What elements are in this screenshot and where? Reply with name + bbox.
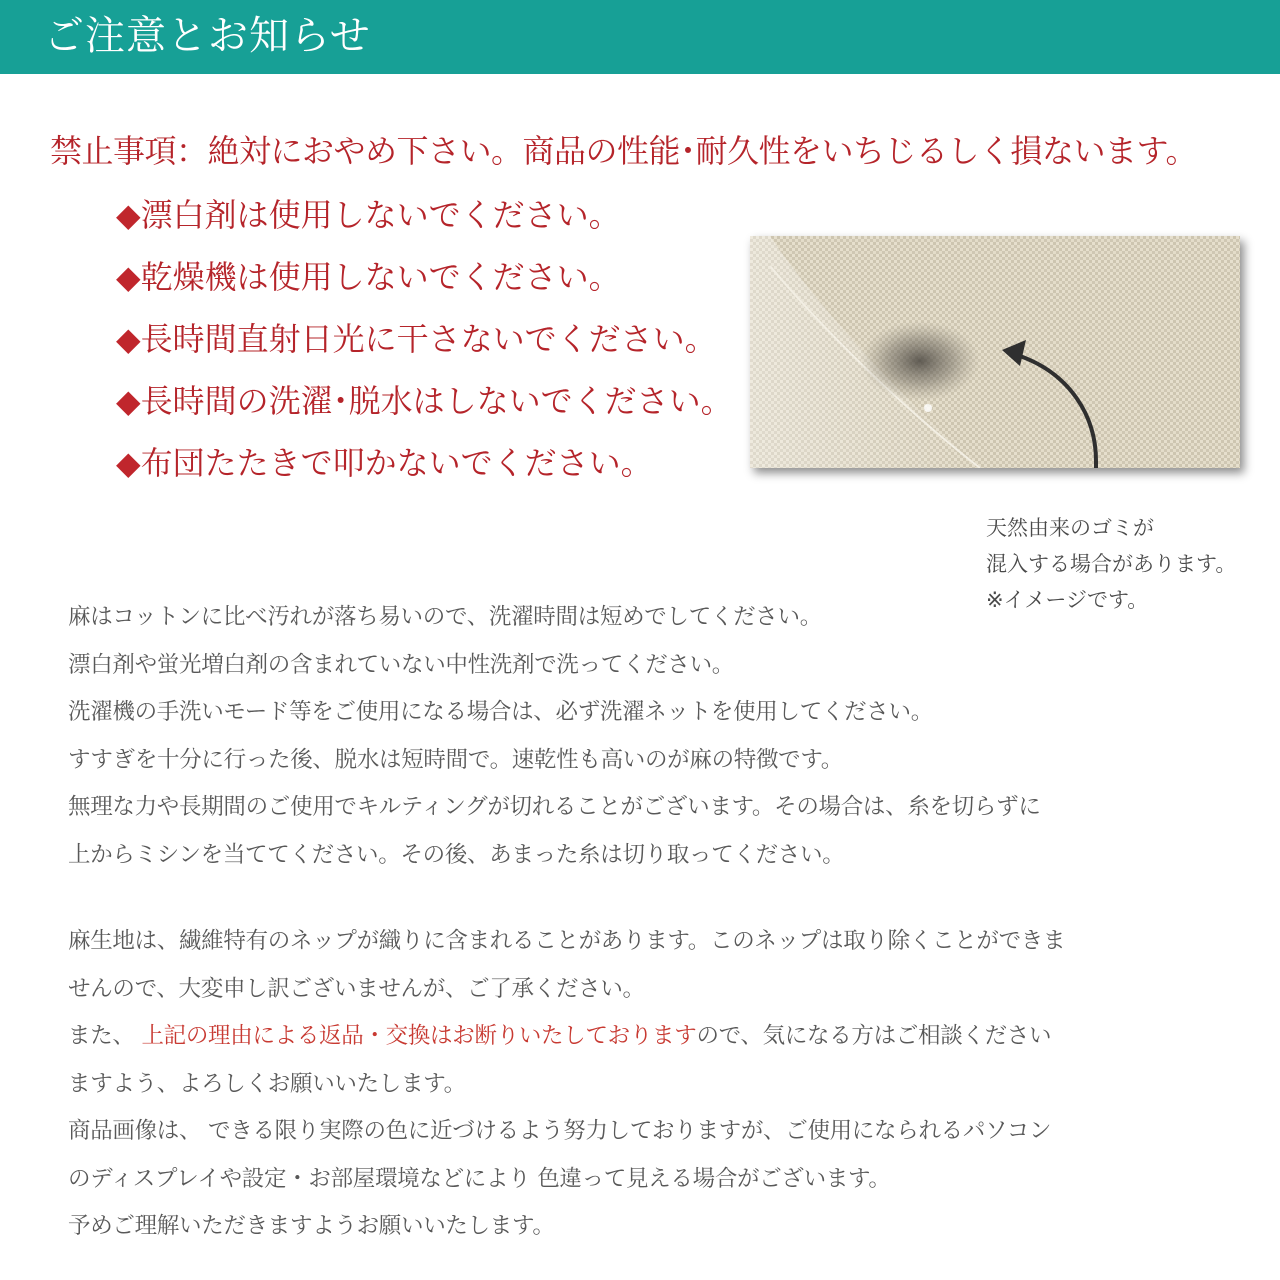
prohibited-title: 禁止事項：絶対におやめ下さい。商品の性能･耐久性をいちじるしく損ないます。 — [50, 132, 1197, 170]
diamond-bullet-icon: ◆ — [116, 444, 141, 482]
notice-line: ますよう、よろしくお願いいたします。 — [68, 1070, 466, 1097]
prohibited-item-text: 乾燥機は使用しないでください。 — [140, 258, 621, 296]
care-line: 漂白剤や蛍光増白剤の含まれていない中性洗剤で洗ってください。 — [68, 651, 735, 678]
prohibited-item-text: 長時間直射日光に干さないでください。 — [140, 320, 717, 358]
notice-text: ので、気になる方はご相談ください — [696, 1023, 1052, 1049]
care-instructions — [68, 594, 1248, 879]
notice-text: また、 — [68, 1023, 142, 1049]
prohibited-item — [116, 250, 733, 312]
notice-line: のディスプレイや設定・お部屋環境などにより 色違って見える場合がございます。 — [68, 1165, 891, 1192]
prohibited-item — [116, 374, 733, 436]
caption-line: 混入する場合があります。 — [986, 552, 1237, 576]
header-title: ご注意とお知らせ — [44, 13, 371, 59]
care-line: 麻はコットンに比べ汚れが落ち易いので、洗濯時間は短めでしてください。 — [68, 604, 822, 630]
diamond-bullet-icon: ◆ — [116, 196, 141, 234]
prohibited-item-text: 漂白剤は使用しないでください。 — [140, 196, 621, 234]
diamond-bullet-icon: ◆ — [116, 258, 141, 296]
care-line: 洗濯機の手洗いモード等をご使用になる場合は、必ず洗濯ネットを使用してください。 — [68, 699, 933, 725]
caption-line: 天然由来のゴミが — [986, 516, 1154, 540]
notice-line — [68, 1013, 1248, 1061]
prohibited-item-text: 長時間の洗濯･脱水はしないでください。 — [140, 382, 733, 420]
diamond-bullet-icon: ◆ — [116, 382, 141, 420]
care-line: 無理な力や長期間のご使用でキルティングが切れることがございます。その場合は、糸を切らずに — [68, 794, 1041, 820]
prohibited-item — [116, 312, 733, 374]
caption-line: ※イメージです。 — [986, 588, 1149, 612]
care-line: 上からミシンを当ててください。その後、あまった糸は切り取ってください。 — [68, 841, 845, 868]
notice-line: 予めご理解いただきますようお願いいたします。 — [68, 1213, 555, 1239]
care-line: すすぎを十分に行った後、脱水は短時間で。速乾性も高いのが麻の特徴です。 — [68, 746, 843, 773]
prohibited-item — [116, 188, 733, 250]
notice-line: せんので、大変申し訳ございませんが、ご了承ください。 — [68, 975, 645, 1002]
linen-fabric-photo — [750, 236, 1240, 468]
diamond-bullet-icon: ◆ — [116, 320, 141, 358]
return-policy-warning: 上記の理由による返品・交換はお断りいたしております — [141, 1023, 697, 1049]
prohibited-list — [116, 188, 733, 498]
prohibited-item — [116, 436, 733, 498]
notice-line: 商品画像は、 できる限り実際の色に近づけるよう努力しておりますが、ご使用になられるパソコン — [68, 1118, 1052, 1144]
prohibited-item-text: 布団たたきで叩かないでください。 — [140, 444, 653, 482]
notice-line: 麻生地は、繊維特有のネップが織りに含まれることがあります。このネップは取り除くことができま — [68, 928, 1066, 954]
header-bar — [0, 0, 1280, 74]
notice-section — [68, 918, 1248, 1251]
